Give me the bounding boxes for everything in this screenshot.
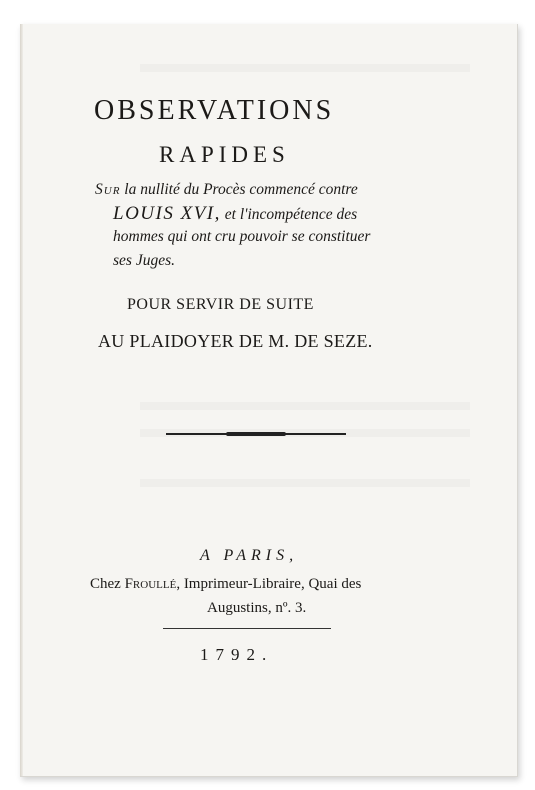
title-line-1 — [95, 181, 358, 199]
subtitle: RAPIDES — [159, 142, 290, 167]
show-through-mark — [140, 64, 470, 72]
printer-name: Froullé — [124, 576, 177, 592]
servir-line: POUR SERVIR DE SUITE — [127, 296, 314, 313]
king-name: LOUIS XVI, — [113, 203, 221, 224]
plaidoyer-line: AU PLAIDOYER DE M. DE SEZE. — [98, 331, 373, 351]
divider-rule — [163, 628, 331, 629]
imprint-place: A PARIS, — [200, 547, 299, 564]
imprint-year: 1792. — [200, 645, 274, 664]
imprint-printer — [90, 576, 361, 593]
title-line-2 — [113, 203, 357, 225]
ornamental-rule — [166, 433, 346, 435]
title-line-2-rest: et l'incompétence des — [220, 206, 358, 223]
title-line-1-lead: Sur — [95, 181, 121, 198]
main-title: OBSERVATIONS — [94, 95, 335, 126]
printer-rest: , Imprimeur-Libraire, Quai des — [176, 576, 362, 592]
show-through-mark — [140, 479, 470, 487]
title-line-4: ses Juges. — [113, 252, 175, 269]
imprint-address: Augustins, nº. 3. — [207, 600, 307, 616]
title-line-3: hommes qui ont cru pouvoir se constituer — [113, 228, 371, 245]
printer-prefix: Chez — [90, 576, 125, 592]
show-through-mark — [140, 402, 470, 410]
title-line-1-rest: la nullité du Procès commencé contre — [120, 181, 358, 198]
